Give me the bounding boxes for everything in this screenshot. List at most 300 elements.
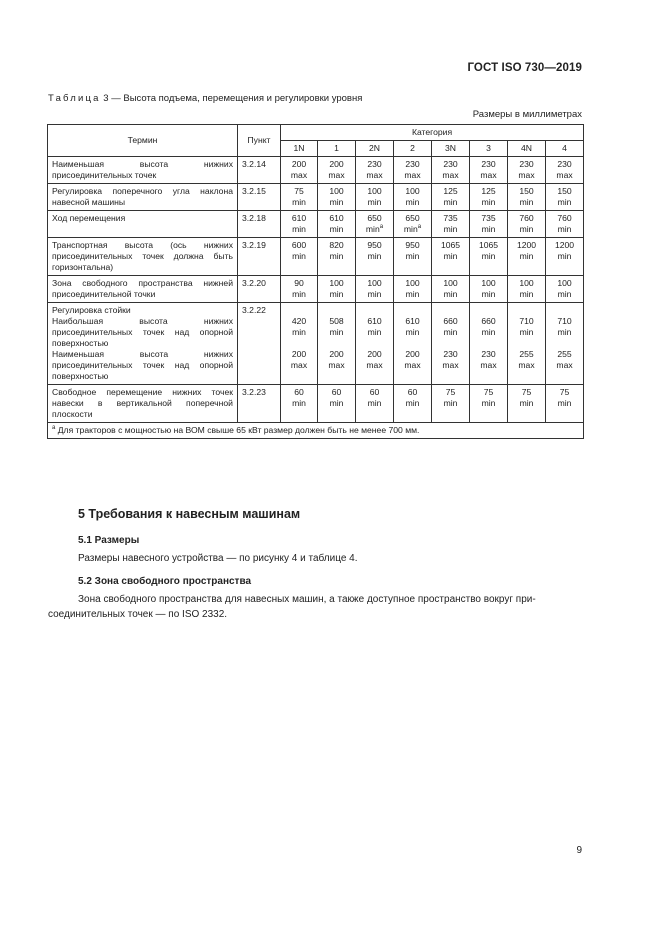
value-cell xyxy=(318,157,356,184)
spacer xyxy=(436,305,465,316)
table-row xyxy=(48,238,584,276)
value-qualifier xyxy=(512,170,541,181)
value-cell xyxy=(432,303,470,385)
value-qualifier xyxy=(398,251,427,262)
value-number: 610 xyxy=(367,316,382,326)
value-cell xyxy=(546,303,584,385)
value-cell xyxy=(508,276,546,303)
value-qualifier xyxy=(285,224,313,235)
spacer xyxy=(512,338,541,349)
value-cell xyxy=(394,276,432,303)
category-header-cell: 1N xyxy=(281,141,318,157)
category-header-cell: 3N xyxy=(432,141,470,157)
footnote-cell xyxy=(48,423,584,439)
value-qualifier-text: min xyxy=(443,398,458,408)
value-cell xyxy=(356,303,394,385)
value-number: 100 xyxy=(557,278,572,288)
value-qualifier xyxy=(474,251,503,262)
value-qualifier xyxy=(436,197,465,208)
value-qualifier xyxy=(550,251,579,262)
value-number: 255 xyxy=(557,349,572,359)
value-qualifier-text: min xyxy=(405,251,420,261)
value-number: 610 xyxy=(405,316,420,326)
term-cell: Регулировка поперечного угла наклона навесной машины xyxy=(48,184,238,211)
spacer xyxy=(285,338,313,349)
value-number: 75 xyxy=(483,387,494,397)
clause-cell: 3.2.20 xyxy=(238,276,281,303)
value-qualifier: max xyxy=(404,360,421,370)
value-qualifier-text: min xyxy=(329,289,344,299)
value-qualifier-text: min xyxy=(292,398,306,408)
spacer xyxy=(398,305,427,316)
value-qualifier xyxy=(474,170,503,181)
value-qualifier xyxy=(512,289,541,300)
value-cell xyxy=(394,184,432,211)
category-header-cell: 2 xyxy=(394,141,432,157)
value-cell xyxy=(470,238,508,276)
value-qualifier-text: min xyxy=(329,197,344,207)
term-title: Регулировка стойки xyxy=(52,305,131,315)
value-qualifier xyxy=(322,251,351,262)
value-number: 255 xyxy=(519,349,534,359)
value-qualifier-text: min xyxy=(519,289,534,299)
spacer xyxy=(360,305,389,316)
value-qualifier-text: min xyxy=(557,197,572,207)
clause-cell: 3.2.15 xyxy=(238,184,281,211)
value-qualifier-text: min xyxy=(367,289,382,299)
value-qualifier-text: min xyxy=(292,289,306,299)
value-number: 650 xyxy=(405,213,420,223)
value-number: 610 xyxy=(329,213,344,223)
value-cell xyxy=(394,303,432,385)
value-number: 230 xyxy=(557,159,572,169)
value-cell xyxy=(281,385,318,423)
value-qualifier xyxy=(360,398,389,409)
category-header-cell: 4N xyxy=(508,141,546,157)
spacer xyxy=(436,338,465,349)
category-header-cell: 1 xyxy=(318,141,356,157)
value-qualifier: min xyxy=(481,327,496,337)
value-qualifier xyxy=(360,170,389,181)
value-qualifier-text: min xyxy=(557,398,572,408)
clause-cell: 3.2.14 xyxy=(238,157,281,184)
term-cell: Свободное перемещение нижних точек навески в вертикальной поперечной плоскости xyxy=(48,385,238,423)
value-number: 60 xyxy=(369,387,380,397)
value-number: 950 xyxy=(367,240,382,250)
value-number: 660 xyxy=(481,316,496,326)
spacer xyxy=(550,338,579,349)
value-number: 100 xyxy=(405,186,420,196)
section-5-2-text-line1: Зона свободного пространства для навесных машин, а также доступное пространство вокруг при- xyxy=(78,594,536,605)
value-qualifier: max xyxy=(366,360,383,370)
value-number: 508 xyxy=(329,316,344,326)
value-number: 75 xyxy=(559,387,570,397)
value-qualifier-text: min xyxy=(292,197,306,207)
value-qualifier-text: min xyxy=(481,251,496,261)
value-qualifier: min xyxy=(329,327,344,337)
clause-cell: 3.2.19 xyxy=(238,238,281,276)
value-qualifier xyxy=(360,251,389,262)
value-cell xyxy=(546,157,584,184)
value-number: 100 xyxy=(329,278,344,288)
value-number: 75 xyxy=(521,387,532,397)
value-number: 200 xyxy=(291,159,307,169)
value-number: 125 xyxy=(481,186,496,196)
table-row xyxy=(48,211,584,238)
value-qualifier: max xyxy=(442,360,459,370)
value-qualifier-text: min xyxy=(292,224,306,234)
value-qualifier: max xyxy=(290,360,308,370)
spacer xyxy=(322,338,351,349)
spacer xyxy=(398,338,427,349)
value-number: 150 xyxy=(557,186,572,196)
term-cell: Ход перемещения xyxy=(48,211,238,238)
value-number: 100 xyxy=(329,186,344,196)
standard-code: ГОСТ ISO 730—2019 xyxy=(467,62,582,74)
value-qualifier xyxy=(398,170,427,181)
value-qualifier-text: min xyxy=(519,398,534,408)
value-qualifier xyxy=(360,289,389,300)
value-number: 760 xyxy=(519,213,534,223)
value-cell xyxy=(356,184,394,211)
value-qualifier-text: max xyxy=(442,170,459,180)
value-qualifier-text: min xyxy=(481,197,496,207)
value-cell xyxy=(508,385,546,423)
page-number: 9 xyxy=(576,845,582,856)
value-qualifier-text: max xyxy=(518,170,535,180)
value-cell xyxy=(546,385,584,423)
table-row xyxy=(48,276,584,303)
value-cell xyxy=(318,184,356,211)
value-cell xyxy=(470,157,508,184)
value-qualifier xyxy=(285,197,313,208)
value-qualifier xyxy=(285,289,313,300)
value-cell xyxy=(470,385,508,423)
spacer xyxy=(322,305,351,316)
clause-cell: 3.2.18 xyxy=(238,211,281,238)
value-qualifier-text: max xyxy=(290,170,308,180)
term-cell xyxy=(48,303,238,385)
value-qualifier xyxy=(550,224,579,235)
value-cell xyxy=(356,238,394,276)
value-number: 100 xyxy=(367,278,382,288)
value-qualifier-text: min xyxy=(557,224,572,234)
value-qualifier: min xyxy=(557,327,572,337)
value-qualifier xyxy=(474,289,503,300)
value-qualifier xyxy=(360,224,389,235)
value-number: 200 xyxy=(291,349,307,359)
value-qualifier-text: max xyxy=(480,170,497,180)
value-qualifier-text: max xyxy=(328,170,345,180)
value-qualifier-text: min xyxy=(481,289,496,299)
value-qualifier xyxy=(398,289,427,300)
value-qualifier: max xyxy=(518,360,535,370)
value-cell xyxy=(394,385,432,423)
term-cell: Зона свободного пространства нижней присоединительной точки xyxy=(48,276,238,303)
footnote-row xyxy=(48,423,584,439)
value-qualifier-text: min xyxy=(443,224,458,234)
value-qualifier-text: min xyxy=(367,398,382,408)
value-cell xyxy=(470,303,508,385)
value-number: 820 xyxy=(329,240,344,250)
table-header-row xyxy=(48,125,584,141)
value-qualifier xyxy=(512,197,541,208)
value-qualifier-text: min xyxy=(443,251,458,261)
value-cell xyxy=(281,184,318,211)
value-qualifier-text: min xyxy=(367,251,382,261)
value-number: 230 xyxy=(367,159,382,169)
value-qualifier xyxy=(322,170,351,181)
header-clause: Пункт xyxy=(238,125,281,157)
value-number: 1200 xyxy=(554,240,575,250)
value-cell xyxy=(356,276,394,303)
footnote-mark: a xyxy=(379,224,384,231)
value-number: 230 xyxy=(443,159,458,169)
value-number: 150 xyxy=(519,186,534,196)
spacer xyxy=(474,305,503,316)
spacer xyxy=(474,338,503,349)
value-qualifier xyxy=(398,197,427,208)
value-qualifier-text: min xyxy=(329,224,344,234)
value-cell xyxy=(281,276,318,303)
category-header-cell: 3 xyxy=(470,141,508,157)
value-qualifier-text: min xyxy=(403,224,418,234)
value-cell xyxy=(394,157,432,184)
value-cell xyxy=(394,211,432,238)
value-number: 1200 xyxy=(516,240,537,250)
table-caption-label: Таблица xyxy=(48,93,101,104)
value-qualifier xyxy=(512,251,541,262)
clause-cell: 3.2.22 xyxy=(238,303,281,385)
section-5-1-title: 5.1 Размеры xyxy=(78,535,140,546)
value-qualifier: max xyxy=(480,360,497,370)
category-header-cell: 2N xyxy=(356,141,394,157)
value-qualifier-text: min xyxy=(519,251,534,261)
value-qualifier: min xyxy=(405,327,420,337)
value-qualifier-text: min xyxy=(481,398,496,408)
value-qualifier-text: min xyxy=(405,289,420,299)
spacer xyxy=(360,338,389,349)
value-number: 200 xyxy=(367,349,382,359)
value-qualifier xyxy=(512,224,541,235)
value-number: 760 xyxy=(557,213,572,223)
term-low: Наименьшая высота нижних присоединительных точек над опорной поверхностью xyxy=(52,349,233,381)
value-cell xyxy=(318,211,356,238)
spacer xyxy=(285,305,313,316)
value-qualifier-text: max xyxy=(366,170,383,180)
value-qualifier: min xyxy=(292,327,306,337)
value-qualifier-text: min xyxy=(443,197,458,207)
value-cell xyxy=(508,184,546,211)
value-cell xyxy=(394,238,432,276)
term-high: Наибольшая высота нижних присоединительных точек над опорной поверхностью xyxy=(52,316,233,348)
footnote-mark: a xyxy=(417,224,422,231)
term-cell: Наименьшая высота нижних присоединительных точек xyxy=(48,157,238,184)
value-qualifier: min xyxy=(519,327,534,337)
value-number: 1065 xyxy=(440,240,461,250)
value-qualifier xyxy=(322,289,351,300)
value-qualifier xyxy=(550,398,579,409)
value-number: 100 xyxy=(519,278,534,288)
spacer xyxy=(550,305,579,316)
section-5-1-text: Размеры навесного устройства — по рисунку 4 и таблице 4. xyxy=(78,553,358,564)
value-qualifier-text: max xyxy=(556,170,573,180)
value-qualifier-text: min xyxy=(292,251,306,261)
value-number: 660 xyxy=(443,316,458,326)
value-qualifier-text: min xyxy=(405,197,420,207)
value-qualifier: min xyxy=(367,327,382,337)
value-number: 735 xyxy=(443,213,458,223)
value-cell xyxy=(281,238,318,276)
value-qualifier xyxy=(436,224,465,235)
table-row xyxy=(48,385,584,423)
value-cell xyxy=(432,276,470,303)
section-5-title: 5 Требования к навесным машинам xyxy=(78,507,301,521)
value-qualifier-text: min xyxy=(519,197,534,207)
value-number: 230 xyxy=(481,159,496,169)
value-cell xyxy=(546,276,584,303)
table-row-stand-adjustment xyxy=(48,303,584,385)
value-cell xyxy=(470,211,508,238)
dimensions-table xyxy=(47,124,584,439)
value-number: 90 xyxy=(294,278,304,288)
table-caption xyxy=(48,93,362,104)
value-number: 60 xyxy=(331,387,342,397)
value-cell xyxy=(318,385,356,423)
value-number: 650 xyxy=(367,213,382,223)
value-number: 230 xyxy=(519,159,534,169)
value-qualifier-text: min xyxy=(519,224,534,234)
value-cell xyxy=(356,385,394,423)
value-number: 60 xyxy=(294,387,304,397)
value-qualifier xyxy=(436,251,465,262)
value-qualifier-text: min xyxy=(405,398,420,408)
value-qualifier xyxy=(360,197,389,208)
value-qualifier-text: min xyxy=(443,289,458,299)
units-note: Размеры в миллиметрах xyxy=(472,109,582,120)
value-number: 200 xyxy=(329,159,344,169)
value-number: 75 xyxy=(445,387,456,397)
value-cell xyxy=(318,276,356,303)
value-number: 735 xyxy=(481,213,496,223)
value-cell xyxy=(432,157,470,184)
value-qualifier xyxy=(550,289,579,300)
section-5-2-text-line2: соединительных точек — по ISO 2332. xyxy=(48,609,228,620)
value-qualifier xyxy=(512,398,541,409)
value-number: 230 xyxy=(405,159,420,169)
category-header-cell: 4 xyxy=(546,141,584,157)
value-cell xyxy=(432,385,470,423)
value-number: 610 xyxy=(291,213,307,223)
footnote-mark: a xyxy=(52,425,56,432)
value-qualifier: max xyxy=(556,360,573,370)
value-qualifier-text: min xyxy=(481,224,496,234)
value-qualifier-text: min xyxy=(365,224,380,234)
value-qualifier: min xyxy=(443,327,458,337)
value-qualifier xyxy=(474,197,503,208)
value-qualifier xyxy=(550,170,579,181)
value-qualifier xyxy=(285,170,313,181)
value-number: 600 xyxy=(291,240,307,250)
table-row xyxy=(48,184,584,211)
value-cell xyxy=(546,238,584,276)
value-number: 75 xyxy=(294,186,304,196)
value-cell xyxy=(508,211,546,238)
value-qualifier xyxy=(398,398,427,409)
section-5-2-title: 5.2 Зона свободного пространства xyxy=(78,576,252,587)
value-number: 100 xyxy=(481,278,496,288)
clause-cell: 3.2.23 xyxy=(238,385,281,423)
header-term: Термин xyxy=(48,125,238,157)
value-number: 60 xyxy=(407,387,418,397)
value-number: 125 xyxy=(443,186,458,196)
spacer xyxy=(512,305,541,316)
value-number: 100 xyxy=(405,278,420,288)
value-number: 230 xyxy=(443,349,458,359)
value-qualifier xyxy=(474,224,503,235)
value-cell xyxy=(470,184,508,211)
value-number: 100 xyxy=(443,278,458,288)
footnote-text: Для тракторов с мощностью на ВОМ свыше 65 кВт размер должен быть не менее 700 мм. xyxy=(55,425,420,435)
value-qualifier xyxy=(322,398,351,409)
value-number: 950 xyxy=(405,240,420,250)
value-number: 1065 xyxy=(478,240,499,250)
value-cell xyxy=(356,157,394,184)
value-cell xyxy=(546,184,584,211)
value-cell xyxy=(281,157,318,184)
value-cell xyxy=(508,157,546,184)
value-cell xyxy=(508,303,546,385)
value-cell xyxy=(281,303,318,385)
value-number: 710 xyxy=(557,316,572,326)
table-row xyxy=(48,157,584,184)
value-qualifier-text: min xyxy=(557,251,572,261)
value-qualifier xyxy=(436,170,465,181)
value-qualifier-text: min xyxy=(557,289,572,299)
value-cell xyxy=(546,211,584,238)
value-qualifier: max xyxy=(328,360,345,370)
value-qualifier xyxy=(474,398,503,409)
value-cell xyxy=(318,303,356,385)
value-qualifier xyxy=(285,251,313,262)
value-cell xyxy=(432,238,470,276)
value-number: 100 xyxy=(367,186,382,196)
value-qualifier xyxy=(436,289,465,300)
value-number: 200 xyxy=(405,349,420,359)
term-cell: Транспортная высота (ось нижних присоединительных точек должна быть горизонтальна) xyxy=(48,238,238,276)
value-cell xyxy=(508,238,546,276)
value-number: 200 xyxy=(329,349,344,359)
header-category: Категория xyxy=(281,125,584,141)
value-cell xyxy=(318,238,356,276)
value-cell xyxy=(356,211,394,238)
table-caption-text: 3 — Высота подъема, перемещения и регулировки уровня xyxy=(100,93,363,104)
value-qualifier xyxy=(322,224,351,235)
value-cell xyxy=(470,276,508,303)
value-qualifier xyxy=(322,197,351,208)
value-qualifier-text: min xyxy=(367,197,382,207)
value-cell xyxy=(432,184,470,211)
value-qualifier xyxy=(550,197,579,208)
value-number: 420 xyxy=(291,316,307,326)
value-qualifier xyxy=(398,224,427,235)
value-qualifier-text: min xyxy=(329,398,344,408)
value-number: 230 xyxy=(481,349,496,359)
value-number: 710 xyxy=(519,316,534,326)
value-qualifier-text: min xyxy=(329,251,344,261)
value-cell xyxy=(432,211,470,238)
value-qualifier-text: max xyxy=(404,170,421,180)
